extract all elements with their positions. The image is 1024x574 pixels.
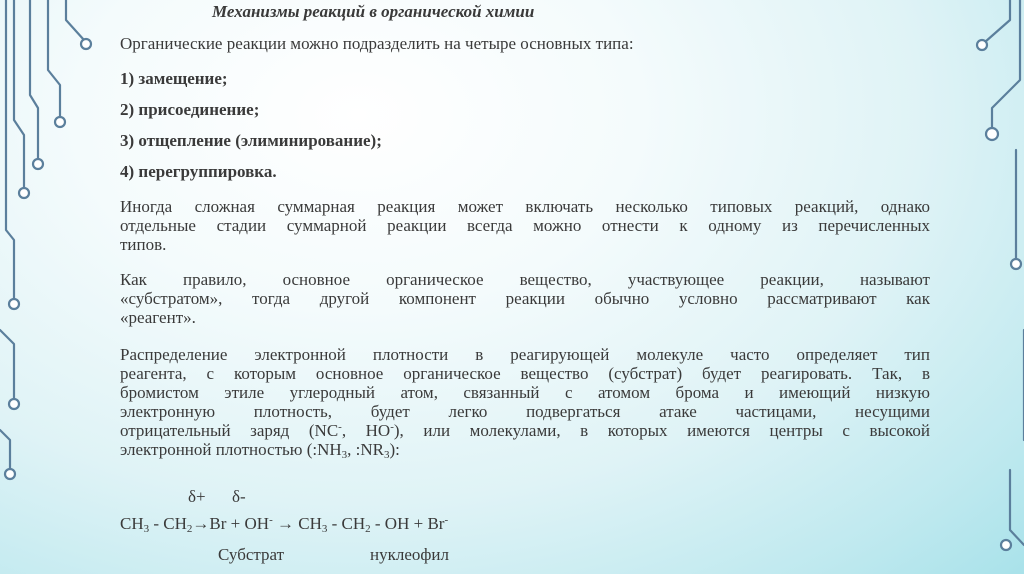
type-item: 2) присоединение; — [120, 100, 260, 119]
paragraph-line: типов. — [120, 235, 167, 254]
paragraph-line: бромистом этиле углеродный атом, связанный с атомом брома и имеющий низкую — [120, 383, 930, 402]
nucleophile-label: нуклеофил — [370, 545, 449, 564]
density-line: электронной плотностью ($:NH_3$, $:NR_3$): — [120, 440, 400, 461]
delta-plus: δ+ — [188, 487, 206, 506]
paragraph-line: Иногда сложная суммарная реакция может включать несколько типовых реакций, однако — [120, 197, 930, 216]
paragraph-line: «реагент». — [120, 308, 196, 327]
paragraph-line: «субстратом», тогда другой компонент реакции обычно условно рассматривают как — [120, 289, 930, 308]
reaction-equation: $CH_3 - CH_2\to Br + OH^- \to CH_3 - CH_2$ - OH + Br- — [120, 514, 449, 535]
type-item: 1) замещение; — [120, 69, 228, 88]
slide-title: Механизмы реакций в органической химии — [212, 2, 535, 21]
paragraph-1 — [120, 197, 930, 254]
delta-minus: δ- — [232, 487, 246, 506]
paragraph-3 — [120, 345, 930, 459]
type-item: 3) отщепление (элиминирование); — [120, 131, 382, 150]
paragraph-line: электронную плотность, будет легко подвергаться атаке частицами, несущими — [120, 402, 930, 421]
paragraph-line: отдельные стадии суммарной реакции всегда можно отнести к одному из перечисленных — [120, 216, 930, 235]
paragraph-line: Как правило, основное органическое вещество, участвующее реакции, называют — [120, 270, 930, 289]
substrate-label: Субстрат — [218, 545, 285, 564]
type-item: 4) перегруппировка. — [120, 162, 277, 181]
charge-line: отрицательный заряд (NC-, HO-), или молекулами, в которых имеются центры с высокой — [120, 421, 930, 440]
paragraph-line: Распределение электронной плотности в реагирующей молекуле часто определяет тип — [120, 345, 930, 364]
paragraph-line: реагента, с которым основное органическое вещество (субстрат) будет реагировать. Так, в — [120, 364, 930, 383]
intro-text: Органические реакции можно подразделить на четыре основных типа: — [120, 34, 634, 53]
paragraph-2 — [120, 270, 930, 327]
